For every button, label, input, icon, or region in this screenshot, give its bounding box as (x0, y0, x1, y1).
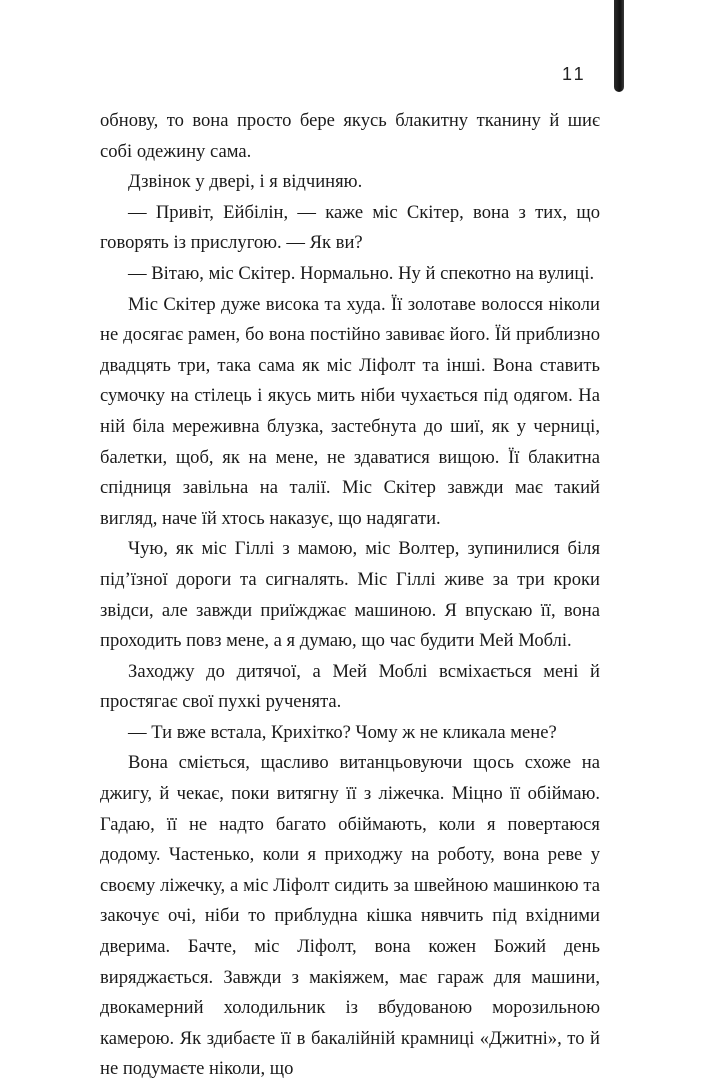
dialogue-line: — Вітаю, міс Скітер. Нормально. Ну й спекотно на вулиці. (128, 262, 595, 284)
body-text (100, 106, 600, 1085)
paragraph: Вона сміється, щасливо витанцьовуючи щось схоже на джигу, й чекає, поки витягну її з ліжечка. Міцно її обіймаю. Гадаю, її не надто багато обіймають, коли я повертаюся додому. Частенько, коли я приходжу на роботу, вона реве у своєму ліжечку, а міс Ліфолт сидить за швейною машинкою та закочує очі, ніби то приблудна кішка нявчить під вхідними дверима. Бачте, міс Ліфолт, вона кожен Божий день виряджається. Завжди з макіяжем, має гараж для машини, двокамерний холодильник із вбудованою морозильною камерою. Як здибаєте її в бакалійній крамниці «Джитні», то й не подумаєте ніколи, що (100, 752, 600, 1080)
page-edge-shadow (614, 0, 624, 92)
dialogue-line: — Ти вже встала, Крихітко? Чому ж не кликала мене? (128, 721, 557, 743)
paragraph: Міс Скітер дуже висока та худа. Її золотаве волосся ніколи не досягає рамен, бо вона постійно завиває його. Їй приблизно двадцять три, така сама як міс Ліфолт та інші. Вона ставить сумочку на стілець і якусь мить ніби чухається під одягом. На ній біла мереживна блузка, застебнута до шиї, як у черниці, балетки, щоб, як на мене, не здаватися вищою. Її блакитна спідниця завільна на талії. Міс Скітер завжди має такий вигляд, наче їй хтось наказує, що надягати. (100, 293, 600, 529)
paragraph-continued: обнову, то вона просто бере якусь блакитну тканину й шиє собі одежину сама. (100, 110, 600, 162)
page-number: 11 (562, 64, 587, 84)
paragraph: Дзвінок у двері, і я відчиняю. (128, 171, 363, 193)
paragraph: Чую, як міс Гіллі з мамою, міс Волтер, зупинилися біля під’їзної дороги та сигналять. Міс Гіллі живе за три кроки звідси, але завжди приїжджає машиною. Я впускаю її, вона проходить повз мене, а я думаю, що час будити Мей Моблі. (100, 538, 600, 652)
dialogue-line: — Привіт, Ейбілін, — каже міс Скітер, вона з тих, що говорять із прислугою. — Як ви? (100, 201, 600, 254)
paragraph: Заходжу до дитячої, а Мей Моблі всміхається мені й простягає свої пухкі рученята. (100, 660, 600, 713)
